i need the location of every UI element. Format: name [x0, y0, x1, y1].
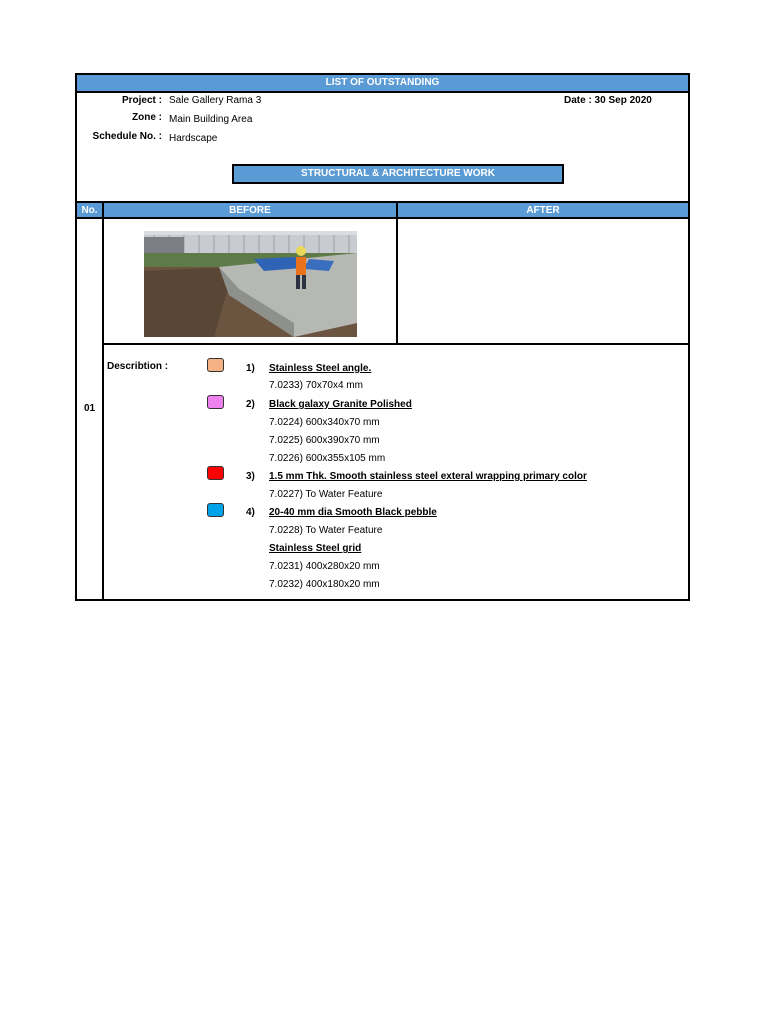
before-photo: [144, 231, 357, 337]
item-spec: 7.0233) 70x70x4 mm: [269, 380, 363, 391]
item-spec: 7.0228) To Water Feature: [269, 525, 383, 536]
item-heading: 20-40 mm dia Smooth Black pebble: [269, 507, 437, 518]
item-spec: 7.0231) 400x280x20 mm: [269, 561, 380, 572]
item-heading: Stainless Steel angle.: [269, 363, 372, 374]
item-number: 3): [246, 471, 255, 482]
item-spec: 7.0226) 600x355x105 mm: [269, 453, 386, 464]
section-title: STRUCTURAL & ARCHITECTURE WORK: [232, 164, 564, 184]
item-spec: 7.0225) 600x390x70 mm: [269, 435, 380, 446]
color-swatch-2: [207, 395, 224, 409]
column-header-no: No.: [77, 201, 102, 219]
item-spec: 7.0224) 600x340x70 mm: [269, 417, 380, 428]
project-label: Project :: [121, 95, 162, 106]
column-divider: [396, 201, 398, 345]
column-header-after: AFTER: [398, 201, 688, 219]
outstanding-list-sheet: [75, 73, 690, 601]
schedule-value: Hardscape: [169, 133, 218, 144]
item-spec: 7.0232) 400x180x20 mm: [269, 579, 380, 590]
zone-value: Main Building Area: [169, 114, 253, 125]
report-date: Date : 30 Sep 2020: [564, 95, 652, 106]
color-swatch-3: [207, 466, 224, 480]
item-number: 1): [246, 363, 255, 374]
item-spec: 7.0227) To Water Feature: [269, 489, 383, 500]
zone-label: Zone :: [132, 112, 162, 123]
item-heading: Black galaxy Granite Polished: [269, 399, 412, 410]
color-swatch-4: [207, 503, 224, 517]
schedule-label: Schedule No. :: [92, 131, 162, 142]
description-label: Describtion :: [107, 361, 169, 372]
item-heading: Stainless Steel grid: [269, 543, 362, 554]
item-number: 2): [246, 399, 255, 410]
item-number: 4): [246, 507, 255, 518]
sheet-title: LIST OF OUTSTANDING: [77, 75, 688, 93]
row-divider: [102, 343, 690, 345]
column-divider: [102, 201, 104, 599]
color-swatch-1: [207, 358, 224, 372]
item-heading: 1.5 mm Thk. Smooth stainless steel exteral wrapping primary color: [269, 471, 587, 482]
column-header-before: BEFORE: [104, 201, 396, 219]
row-number: 01: [83, 403, 96, 414]
project-value: Sale Gallery Rama 3: [169, 95, 262, 106]
